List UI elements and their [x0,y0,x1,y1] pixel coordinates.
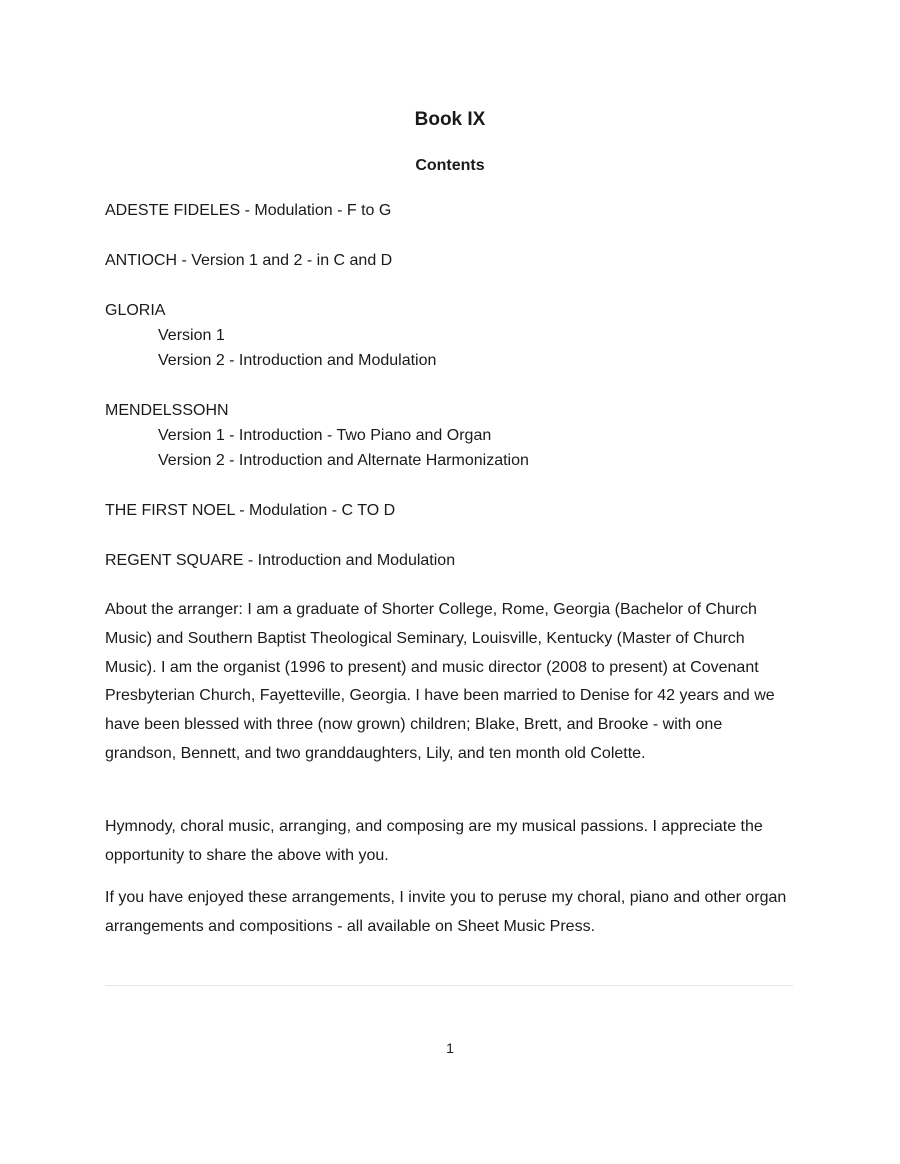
contents-entry-regent-square: REGENT SQUARE - Introduction and Modulation [105,552,456,569]
passions-paragraph: Hymnody, choral music, arranging, and composing are my musical passions. I appreciate the opportunity to share the above with you. [105,818,763,864]
invitation-paragraph: If you have enjoyed these arrangements, I invite you to peruse my choral, piano and other organ arrangements and compositions - all available on Sheet Music Press. [105,889,787,935]
contents-subentry-gloria-version-1: Version 1 [158,327,225,344]
contents-subentry-mendelssohn-version-2: Version 2 - Introduction and Alternate Harmonization [158,452,529,469]
contents-entry-gloria: GLORIA [105,302,166,319]
page-number: 1 [446,1040,454,1056]
about-arranger-paragraph: About the arranger: I am a graduate of Shorter College, Rome, Georgia (Bachelor of Church Music) and Southern Baptist Theological Seminary, Louisville, Kentucky (Master of Church Music). I am the organist (1996 to present) and music director (2008 to present) at Covenant Presbyterian Church, Fayetteville, Georgia. I have been married to Denise for 42 years and we have been blessed with three (now grown) children; Blake, Brett, and Brooke - with one grandson, Bennett, and two granddaughters, Lily, and ten month old Colette. [105,601,775,762]
contents-entry-the-first-noel: THE FIRST NOEL - Modulation - C TO D [105,502,396,519]
footer-divider [105,985,793,986]
contents-heading: Contents [415,157,485,174]
contents-subentry-mendelssohn-version-1: Version 1 - Introduction - Two Piano and Organ [158,427,492,444]
contents-subentry-gloria-version-2: Version 2 - Introduction and Modulation [158,352,437,369]
page-title: Book IX [414,109,486,130]
contents-entry-adeste-fideles: ADESTE FIDELES - Modulation - F to G [105,202,392,219]
contents-entry-mendelssohn: MENDELSSOHN [105,402,229,419]
contents-entry-antioch: ANTIOCH - Version 1 and 2 - in C and D [105,252,393,269]
